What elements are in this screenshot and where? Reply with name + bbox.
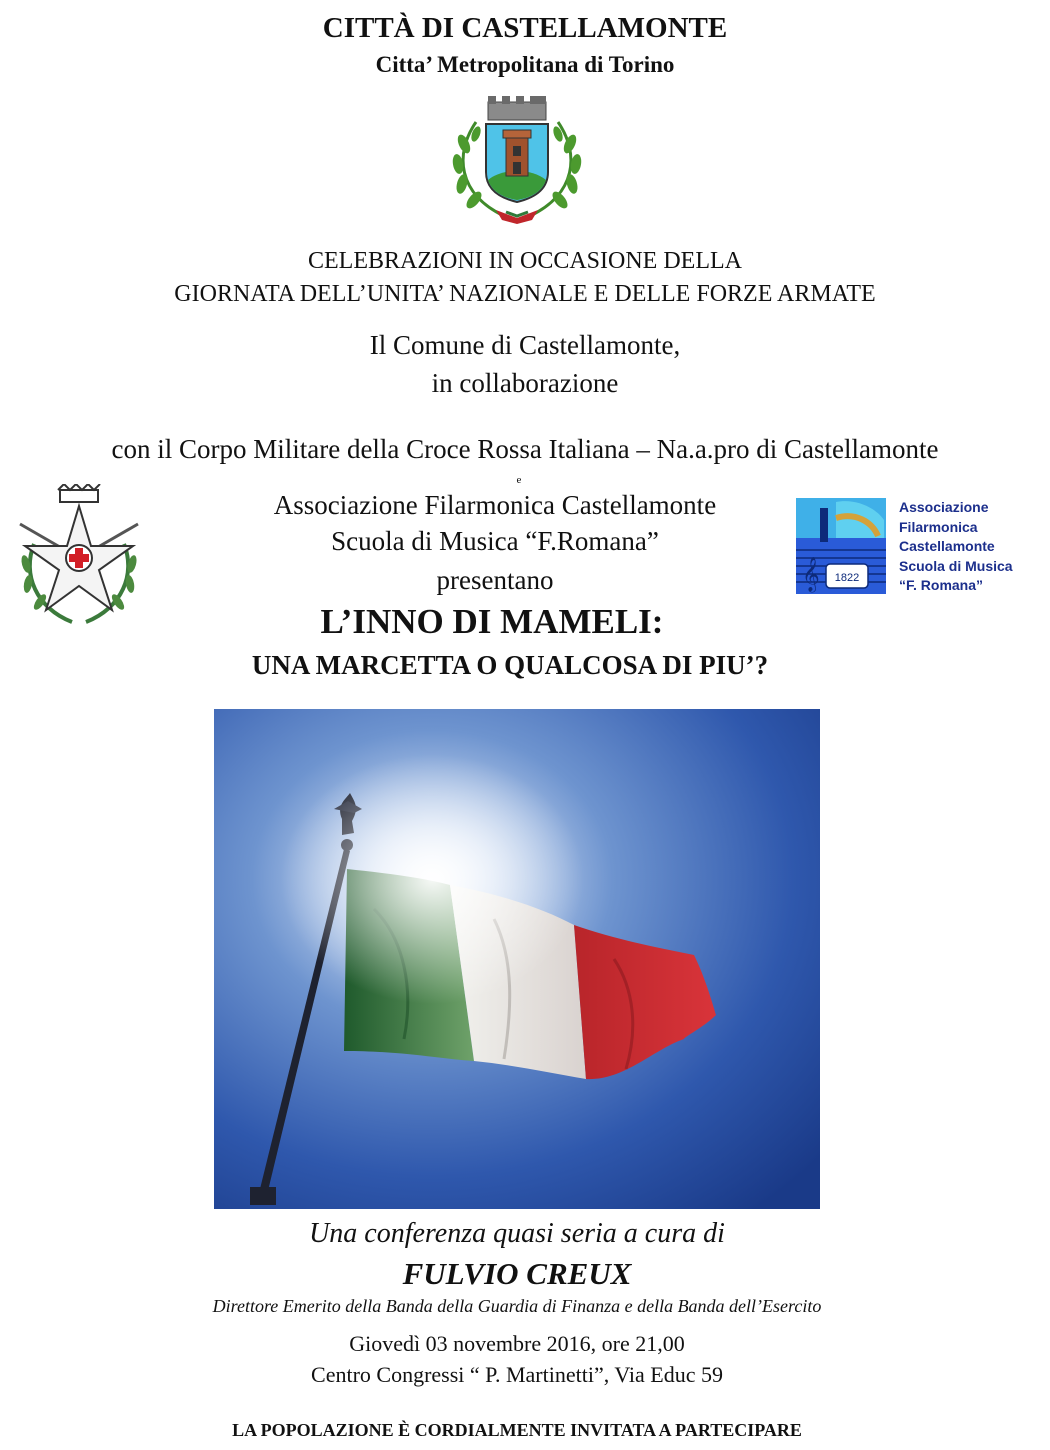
- partner-filarmonica: Associazione Filarmonica Castellamonte: [273, 490, 717, 520]
- filarmonica-logo-year: 1822: [834, 572, 860, 584]
- italian-flag-photo: [214, 709, 820, 1209]
- filarmonica-text-line: Filarmonica: [899, 518, 978, 535]
- svg-text:𝄞: 𝄞: [802, 557, 820, 592]
- organizer-line-1: Il Comune di Castellamonte,: [369, 330, 681, 360]
- filarmonica-logo-icon: [796, 498, 886, 594]
- page-subtitle: Citta’ Metropolitana di Torino: [375, 52, 675, 77]
- event-subtitle: UNA MARCETTA O QUALCOSA DI PIU’?: [251, 650, 769, 680]
- celebration-line-2: GIORNATA DELL’UNITA’ NAZIONALE E DELLE FORZE ARMATE: [174, 281, 876, 307]
- event-title: L’INNO DI MAMELI:: [320, 602, 664, 641]
- conjunction-and: e: [516, 474, 522, 486]
- conference-intro: Una conferenza quasi seria a cura di: [309, 1218, 725, 1249]
- present-label: presentano: [436, 565, 554, 595]
- filarmonica-text-line: Associazione: [899, 499, 989, 515]
- organizer-line-2: in collaborazione: [431, 368, 619, 398]
- page-title: CITTÀ DI CASTELLAMONTE: [322, 12, 728, 44]
- filarmonica-text-line: Scuola di Musica: [899, 557, 1013, 574]
- event-venue: Centro Congressi “ P. Martinetti”, Via Educ 59: [311, 1362, 723, 1387]
- filarmonica-text-line: “F. Romana”: [899, 577, 984, 594]
- partner-red-cross: con il Corpo Militare della Croce Rossa Italiana – Na.a.pro di Castellamonte: [111, 434, 939, 464]
- filarmonica-logo-text: [899, 498, 1049, 596]
- filarmonica-text-line: Castellamonte: [899, 538, 995, 555]
- castellamonte-crest-icon: [446, 94, 588, 226]
- speaker-name: FULVIO CREUX: [402, 1256, 632, 1291]
- celebration-line-1: CELEBRAZIONI IN OCCASIONE DELLA: [308, 248, 742, 274]
- speaker-role: Direttore Emerito della Banda della Guardia di Finanza e della Banda dell’Esercito: [212, 1296, 822, 1316]
- invitation-footer: LA POPOLAZIONE È CORDIALMENTE INVITATA A PARTECIPARE: [232, 1420, 802, 1440]
- event-date: Giovedì 03 novembre 2016, ore 21,00: [349, 1331, 685, 1356]
- partner-music-school: Scuola di Musica “F.Romana”: [331, 526, 659, 556]
